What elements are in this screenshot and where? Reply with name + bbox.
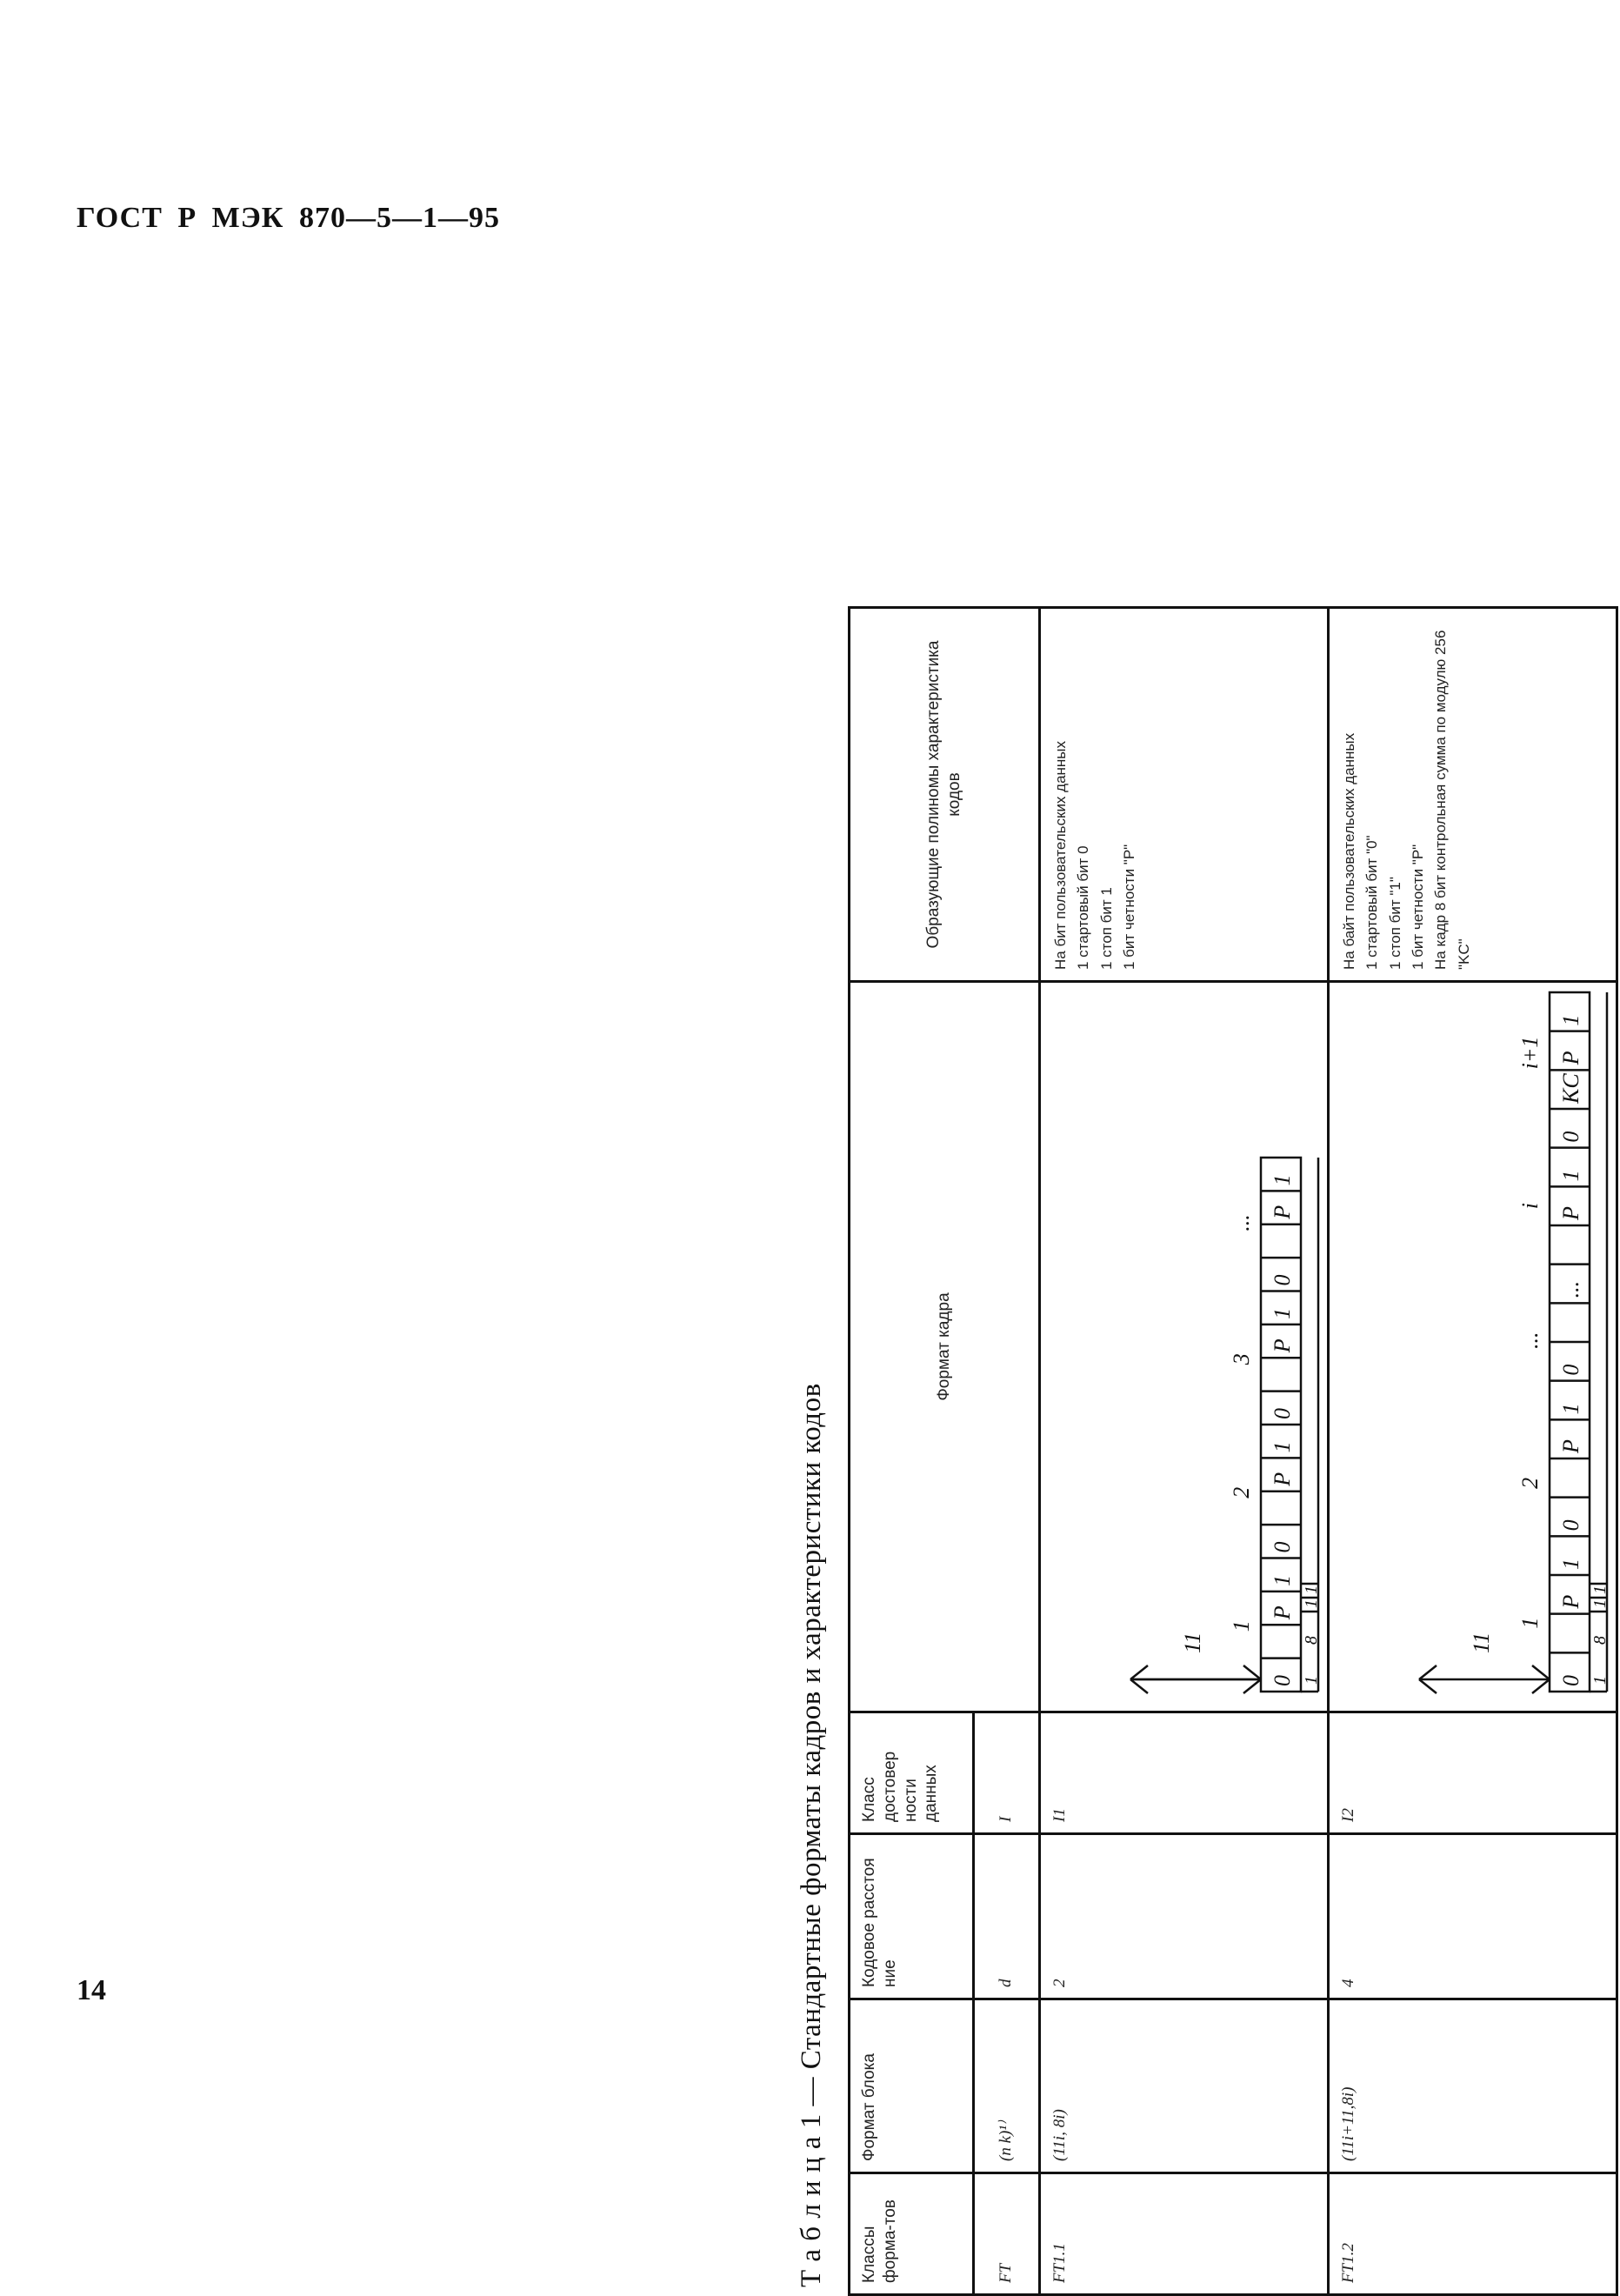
frame-byte-number-label: 1 xyxy=(1229,1620,1255,1632)
symbol-distance: d xyxy=(973,1834,1039,1999)
note-line: 1 стоп бит 1 xyxy=(1097,887,1115,970)
frame-cell-label: 0 xyxy=(1270,1541,1296,1553)
frame-width-label: 11 xyxy=(1180,1632,1206,1653)
frame-bit-count-label: 8 xyxy=(1590,1636,1610,1645)
frame-cell-label: 0 xyxy=(1558,1519,1584,1532)
table-row xyxy=(1329,608,1617,2295)
note-line: 1 бит четности "P" xyxy=(1121,844,1138,970)
frame-bit-count-label: 1 xyxy=(1590,1676,1610,1685)
frame-cell-label: P xyxy=(1270,1472,1296,1486)
col-header-frame: Формат кадра xyxy=(850,982,1040,1712)
frame-cell-label: 0 xyxy=(1558,1675,1584,1686)
row-ft1-1-integrity: I1 xyxy=(1040,1712,1329,1834)
page-header: ГОСТ Р МЭК 870—5—1—95 xyxy=(77,202,500,234)
frame-cell-label: 1 xyxy=(1270,1574,1296,1586)
col-header-ft: Классы форма-тов xyxy=(850,2173,974,2295)
frame-cell-label: P xyxy=(1270,1205,1296,1219)
row-ft1-2-integrity: I2 xyxy=(1329,1712,1617,1834)
frame-cell-label: 1 xyxy=(1270,1307,1296,1319)
frame-cell-label: 0 xyxy=(1558,1131,1584,1143)
frame-byte-number-label: 1 xyxy=(1517,1617,1543,1629)
frame-cell-label: P xyxy=(1558,1206,1584,1220)
frame-diagram-ft1-1 xyxy=(1043,984,1322,1711)
row-ft1-2-distance: 4 xyxy=(1329,1834,1617,1999)
frame-cell-label: KC xyxy=(1558,1073,1584,1104)
col-header-integrity: Класс достовер ности данных xyxy=(850,1712,974,1834)
note-line: 1 бит четности "P" xyxy=(1410,844,1427,970)
frame-width-label: 11 xyxy=(1469,1632,1495,1653)
table-caption: Т а б л и ц а 1 — Стандартные форматы кадров и характеристики кодов xyxy=(796,1383,827,2287)
frame-byte-number-label: i xyxy=(1517,1202,1543,1210)
row-ft1-2-notes xyxy=(1329,608,1617,982)
symbol-integrity: I xyxy=(973,1712,1039,1834)
col-header-distance: Кодовое расстоя ние xyxy=(850,1834,974,1999)
table-header-row xyxy=(850,608,974,2295)
row-ft1-1-distance: 2 xyxy=(1040,1834,1329,1999)
frame-bit-count-label: 1 xyxy=(1590,1585,1610,1594)
page-number: 14 xyxy=(77,1974,106,2006)
frame-cell-label: 0 xyxy=(1558,1364,1584,1376)
frame-cell-label: P xyxy=(1558,1594,1584,1609)
frame-bit-count-label: 1 xyxy=(1590,1599,1610,1608)
frame-byte-number-label: ... xyxy=(1229,1214,1255,1231)
frame-byte-number-label: i+1 xyxy=(1517,1036,1543,1070)
row-ft1-2-block: (11i+11,8i) xyxy=(1329,1999,1617,2173)
frame-bit-count-label: 8 xyxy=(1302,1636,1322,1645)
note-line: 1 стоп бит "1" xyxy=(1386,877,1403,970)
frame-byte-number-label: ... xyxy=(1517,1332,1543,1349)
frame-cell-label: 0 xyxy=(1270,1408,1296,1419)
frame-cell-label: 1 xyxy=(1558,1403,1584,1415)
symbol-block: (n k)¹⁾ xyxy=(973,1999,1039,2173)
frame-cell-label: P xyxy=(1270,1338,1296,1353)
row-ft1-2-frame xyxy=(1329,982,1617,1712)
frame-cell-label: 1 xyxy=(1270,1174,1296,1186)
frame-bit-count-label: 1 xyxy=(1302,1585,1322,1594)
frame-cell-label: ... xyxy=(1558,1280,1584,1298)
frame-bit-count-label: 1 xyxy=(1302,1599,1322,1608)
rotated-table-block xyxy=(785,609,1620,2296)
row-ft1-1-block: (11i, 8i) xyxy=(1040,1999,1329,2173)
frame-cell-label: P xyxy=(1558,1439,1584,1453)
col-header-block: Формат блока xyxy=(850,1999,974,2173)
table-row xyxy=(1040,608,1329,2295)
note-line: 1 стартовый бит "0" xyxy=(1363,835,1381,970)
standard-frame-formats-table xyxy=(848,606,1618,2296)
frame-cell-label: 0 xyxy=(1270,1274,1296,1286)
row-ft1-1-notes xyxy=(1040,608,1329,982)
note-line: На кадр 8 бит контрольная сумма по модулю 256 "KC" xyxy=(1432,630,1472,970)
frame-cell-label: 1 xyxy=(1270,1441,1296,1453)
frame-cell-label: 0 xyxy=(1270,1675,1296,1686)
note-line: На бит пользовательских данных xyxy=(1052,740,1070,970)
frame-cell-label: 1 xyxy=(1558,1170,1584,1182)
col-header-polynomials: Образующие полиномы характеристика кодов xyxy=(850,608,1040,982)
frame-cell-label: P xyxy=(1270,1605,1296,1620)
frame-cell-label: P xyxy=(1558,1051,1584,1065)
row-ft1-1-frame xyxy=(1040,982,1329,1712)
frame-cell-label: 1 xyxy=(1558,1558,1584,1570)
row-ft1-2-class: FT1.2 xyxy=(1329,2173,1617,2295)
note-line: 1 стартовый бит 0 xyxy=(1075,845,1092,970)
note-line: На байт пользовательских данных xyxy=(1341,732,1358,970)
frame-bit-count-label: 1 xyxy=(1302,1676,1322,1685)
frame-byte-number-label: 2 xyxy=(1229,1486,1255,1498)
symbol-ft: FT xyxy=(973,2173,1039,2295)
frame-cell-label: 1 xyxy=(1558,1014,1584,1026)
frame-diagram-ft1-2 xyxy=(1332,984,1610,1711)
frame-byte-number-label: 2 xyxy=(1517,1477,1543,1489)
frame-byte-number-label: 3 xyxy=(1229,1353,1255,1365)
row-ft1-1-class: FT1.1 xyxy=(1040,2173,1329,2295)
